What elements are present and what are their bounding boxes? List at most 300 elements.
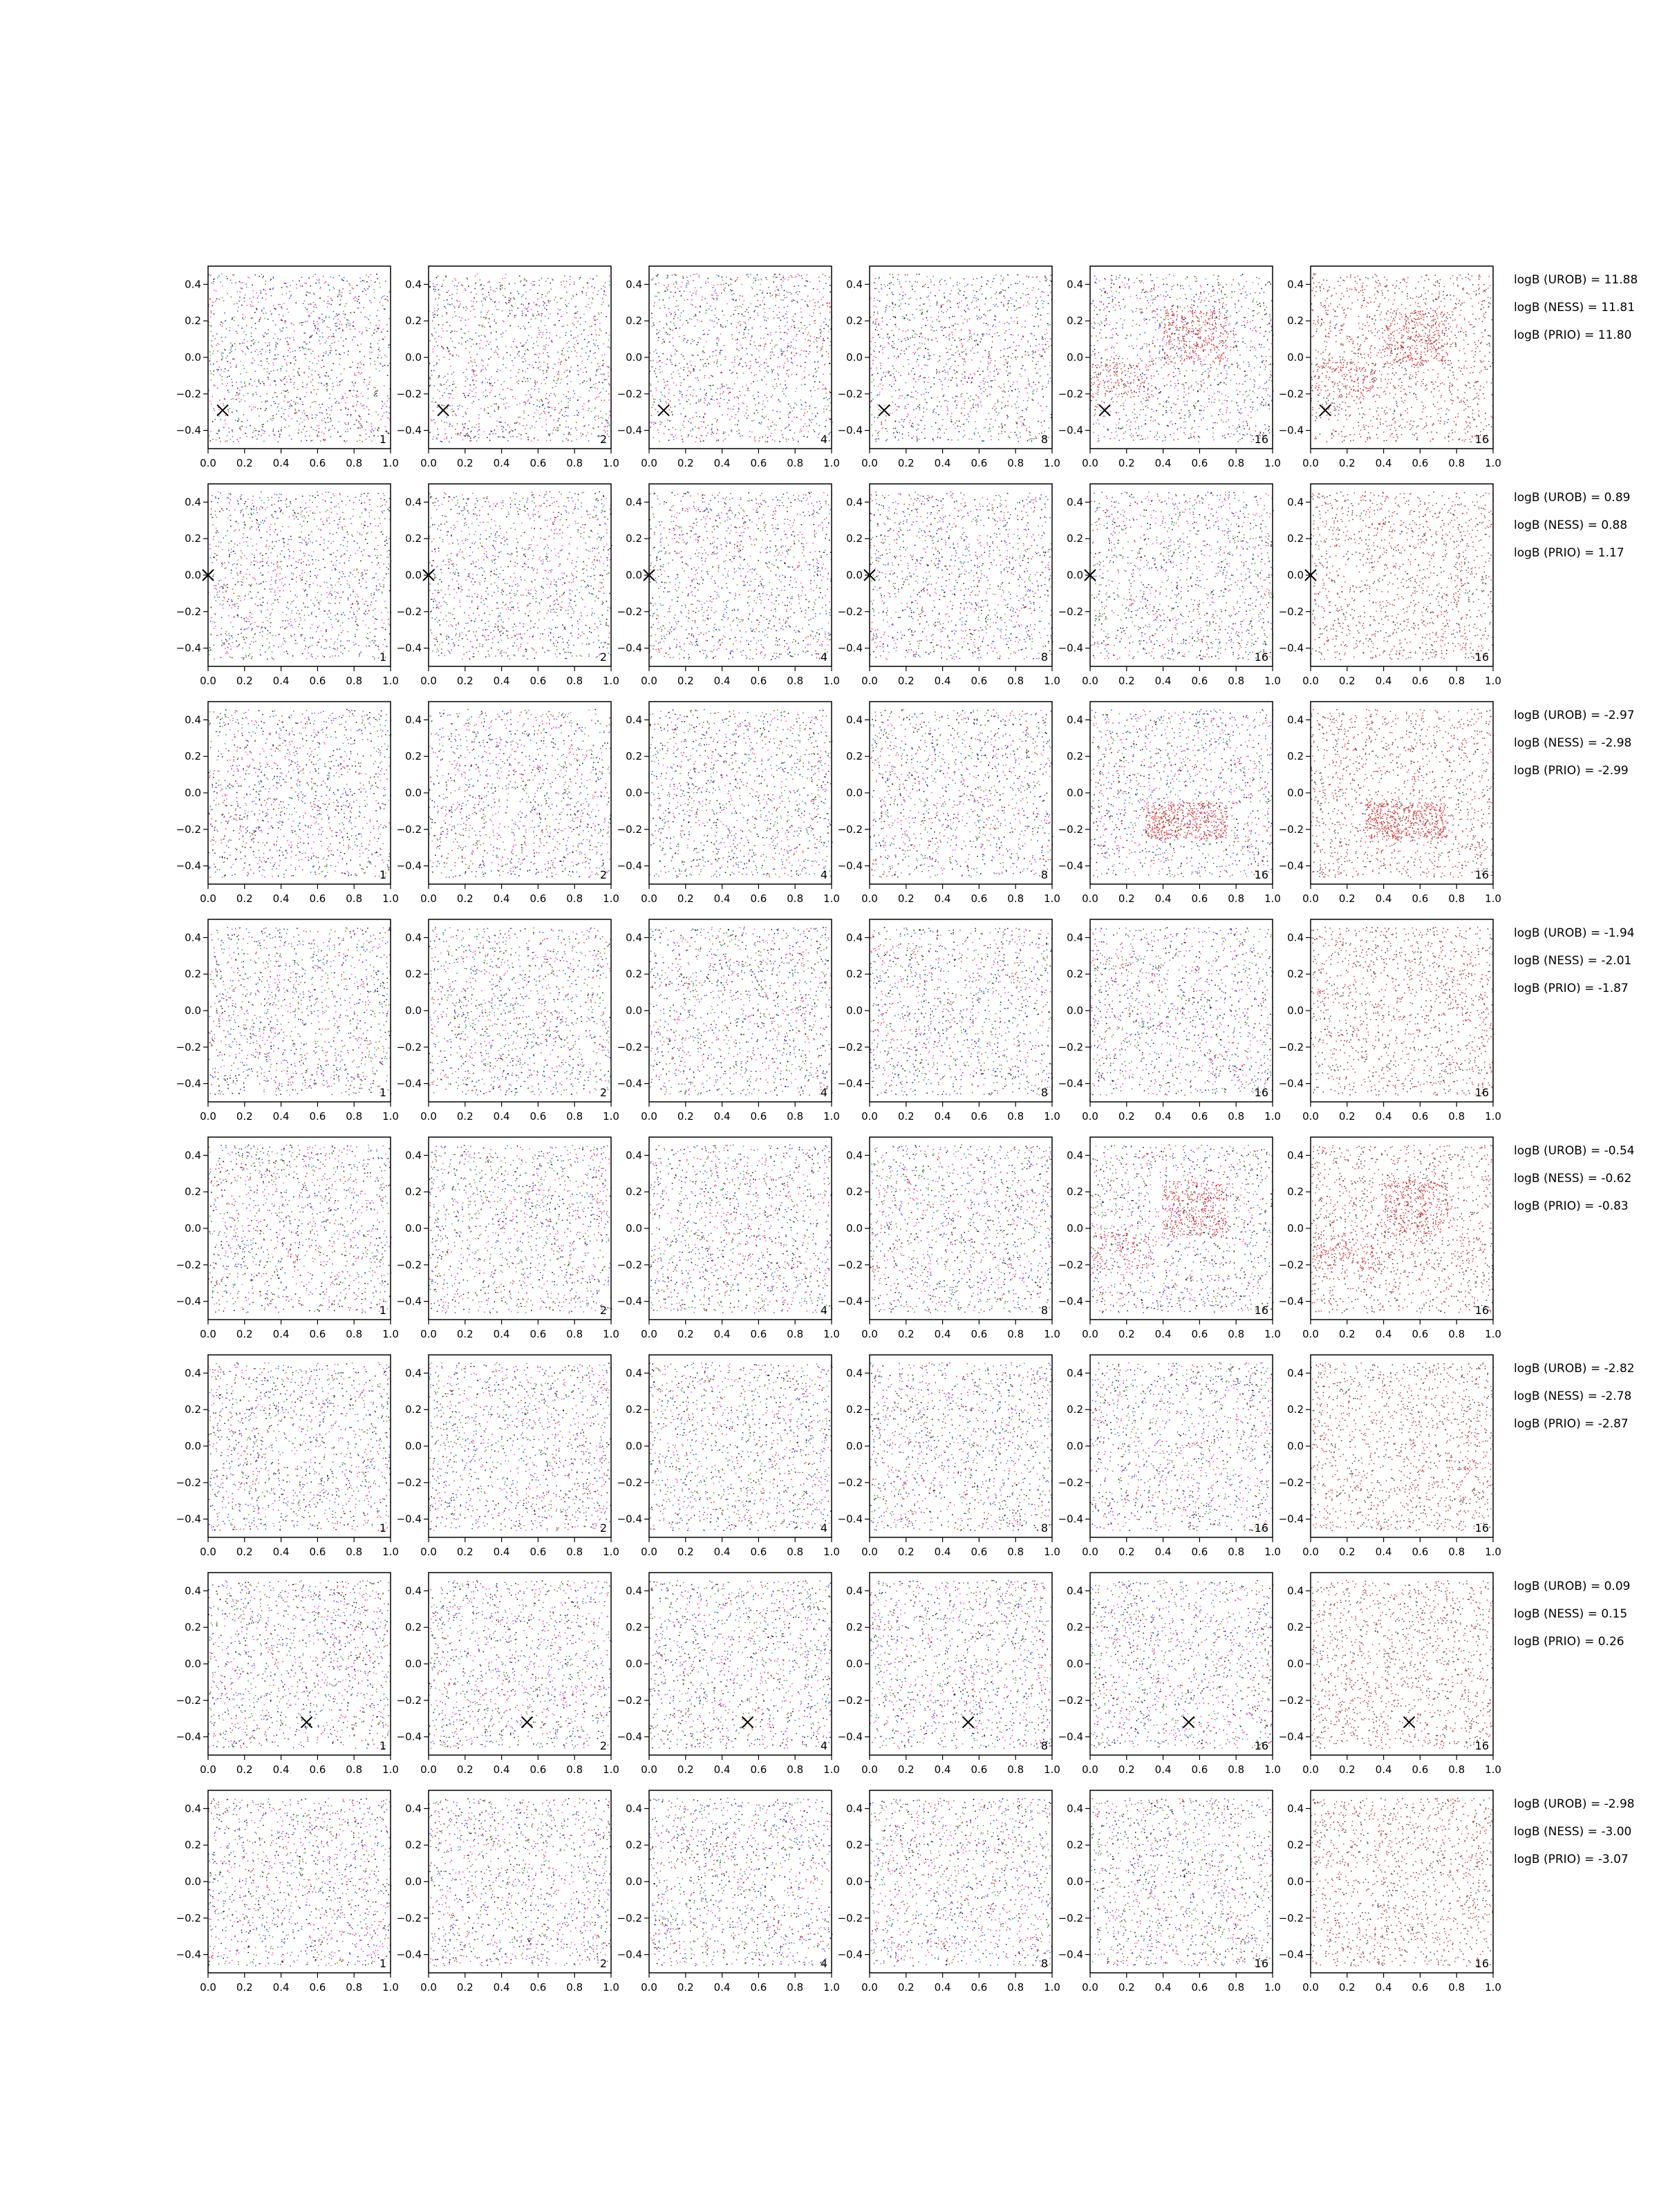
- data-point: [369, 352, 371, 353]
- data-point: [225, 420, 226, 421]
- data-point: [272, 288, 274, 290]
- data-point: [334, 288, 335, 290]
- data-point: [370, 430, 371, 431]
- data-point: [355, 328, 356, 330]
- data-point: [350, 415, 352, 417]
- x-tick-label: 0.4: [494, 457, 510, 469]
- data-point: [377, 278, 378, 279]
- data-point: [361, 344, 362, 345]
- data-point: [213, 281, 214, 282]
- data-point: [384, 337, 386, 338]
- data-point: [312, 370, 313, 371]
- data-point: [344, 277, 345, 279]
- data-point: [225, 357, 227, 359]
- data-point: [229, 350, 231, 351]
- data-point: [251, 362, 252, 364]
- data-point: [336, 313, 337, 315]
- data-point: [368, 413, 370, 415]
- data-point: [317, 435, 318, 436]
- data-point: [384, 309, 386, 310]
- data-point: [288, 343, 289, 344]
- data-point: [335, 330, 337, 331]
- data-point: [387, 375, 388, 376]
- data-point: [387, 299, 388, 301]
- data-point: [326, 386, 328, 388]
- data-point: [364, 379, 366, 380]
- data-point: [227, 409, 229, 411]
- data-point: [264, 431, 265, 432]
- x-tick-label: 0.0: [200, 457, 216, 469]
- data-point: [243, 331, 245, 332]
- data-point: [366, 433, 367, 435]
- data-point: [277, 344, 279, 345]
- data-point: [339, 436, 341, 438]
- data-point: [377, 343, 379, 344]
- data-point: [346, 319, 348, 321]
- data-point: [333, 287, 335, 288]
- data-point: [237, 395, 238, 396]
- data-point: [346, 440, 348, 442]
- data-point: [238, 325, 239, 326]
- data-point: [260, 317, 261, 319]
- data-point: [345, 431, 346, 433]
- data-point: [224, 312, 225, 314]
- data-point: [254, 360, 255, 362]
- data-point: [308, 419, 309, 420]
- data-point: [232, 359, 234, 360]
- data-point: [330, 421, 331, 422]
- data-point: [269, 342, 270, 344]
- data-point: [301, 322, 303, 324]
- data-point: [331, 350, 332, 351]
- data-point: [338, 314, 339, 315]
- data-point: [276, 358, 277, 359]
- data-point: [373, 332, 375, 334]
- data-point: [343, 311, 344, 312]
- data-point: [214, 410, 215, 411]
- data-point: [236, 365, 237, 366]
- data-point: [346, 397, 348, 399]
- data-point: [245, 354, 246, 355]
- data-point: [261, 361, 262, 362]
- data-point: [310, 361, 311, 362]
- data-point: [254, 312, 256, 313]
- data-point: [358, 299, 359, 301]
- data-point: [306, 384, 308, 386]
- data-point: [330, 352, 331, 353]
- data-point: [222, 323, 223, 324]
- data-point: [366, 327, 367, 328]
- data-point: [287, 308, 288, 310]
- data-point: [343, 313, 344, 315]
- data-point: [327, 418, 328, 419]
- data-point: [356, 298, 357, 299]
- data-point: [296, 412, 297, 413]
- data-point: [230, 280, 232, 281]
- data-point: [366, 385, 368, 386]
- data-point: [354, 312, 355, 313]
- data-point: [354, 375, 355, 376]
- data-point: [265, 281, 267, 282]
- data-point: [271, 314, 272, 315]
- data-point: [317, 436, 318, 438]
- data-point: [250, 425, 251, 427]
- data-point: [333, 311, 335, 312]
- data-point: [342, 331, 344, 332]
- data-point: [339, 324, 340, 326]
- data-point: [335, 402, 337, 404]
- data-point: [272, 415, 274, 417]
- data-point: [269, 435, 270, 437]
- data-point: [227, 390, 229, 391]
- data-point: [375, 329, 376, 330]
- data-point: [236, 332, 238, 334]
- data-point: [346, 424, 347, 425]
- x-tick-label: 0.6: [750, 457, 767, 469]
- data-point: [321, 420, 323, 422]
- data-point: [310, 285, 312, 287]
- data-point: [261, 365, 262, 366]
- data-point: [285, 283, 287, 284]
- data-point: [313, 429, 315, 431]
- data-point: [386, 411, 388, 413]
- data-point: [348, 325, 350, 326]
- data-point: [274, 393, 276, 394]
- data-point: [259, 431, 260, 432]
- data-point: [319, 280, 320, 281]
- data-point: [344, 353, 345, 354]
- data-point: [316, 307, 317, 308]
- data-point: [236, 411, 238, 412]
- data-point: [243, 368, 245, 369]
- data-point: [289, 401, 290, 402]
- data-point: [287, 337, 288, 339]
- data-point: [350, 390, 351, 391]
- data-point: [371, 440, 373, 442]
- data-point: [254, 351, 256, 353]
- data-point: [289, 348, 290, 349]
- data-point: [262, 277, 263, 279]
- data-point: [274, 380, 275, 382]
- data-point: [254, 342, 256, 344]
- data-point: [339, 384, 341, 386]
- data-point: [228, 411, 229, 413]
- y-tick-label: 0.2: [405, 315, 422, 327]
- data-point: [265, 401, 266, 402]
- data-point: [219, 409, 221, 411]
- data-point: [236, 392, 238, 393]
- data-point: [382, 305, 384, 306]
- data-point: [285, 409, 286, 411]
- y-tick-label: −0.2: [176, 388, 201, 400]
- data-point: [338, 341, 339, 342]
- data-point: [355, 375, 357, 376]
- data-point: [340, 354, 341, 355]
- data-point: [348, 409, 349, 410]
- data-point: [258, 434, 259, 435]
- data-point: [304, 301, 306, 302]
- data-point: [285, 376, 286, 377]
- data-point: [340, 409, 341, 411]
- data-point: [343, 280, 344, 281]
- data-point: [235, 349, 236, 350]
- data-point: [324, 283, 325, 284]
- data-point: [313, 311, 315, 312]
- data-point: [241, 288, 243, 290]
- data-point: [332, 300, 333, 301]
- data-point: [342, 396, 344, 397]
- data-point: [326, 372, 328, 373]
- data-point: [223, 353, 224, 354]
- data-point: [252, 393, 254, 395]
- data-point: [211, 345, 212, 346]
- data-point: [238, 420, 239, 422]
- data-point: [261, 310, 263, 312]
- data-point: [225, 415, 227, 416]
- data-point: [284, 359, 285, 360]
- data-point: [273, 288, 274, 289]
- data-point: [344, 422, 346, 424]
- data-point: [341, 279, 343, 280]
- data-point: [292, 281, 294, 282]
- data-point: [360, 419, 362, 420]
- data-point: [359, 362, 361, 363]
- data-point: [321, 404, 323, 405]
- data-point: [263, 308, 265, 309]
- data-point: [346, 338, 347, 339]
- data-point: [283, 356, 284, 357]
- data-point: [301, 325, 303, 326]
- data-point: [365, 429, 366, 431]
- data-point: [262, 349, 263, 350]
- data-point: [325, 427, 326, 429]
- data-point: [384, 365, 386, 366]
- data-point: [349, 293, 350, 294]
- data-point: [332, 386, 334, 388]
- data-point: [348, 350, 349, 352]
- data-point: [276, 396, 278, 397]
- data-point: [274, 333, 276, 335]
- data-point: [326, 375, 327, 377]
- data-point: [379, 325, 380, 326]
- data-point: [252, 306, 254, 307]
- data-point: [301, 422, 303, 423]
- data-point: [276, 342, 277, 344]
- data-point: [217, 433, 218, 435]
- data-point: [375, 391, 377, 392]
- data-point: [223, 427, 225, 429]
- data-point: [340, 321, 341, 322]
- data-point: [371, 424, 373, 425]
- data-point: [270, 289, 271, 290]
- data-point: [281, 320, 283, 321]
- data-point: [270, 384, 271, 386]
- data-point: [251, 336, 252, 337]
- data-point: [303, 373, 305, 374]
- data-point: [335, 316, 336, 317]
- data-point: [328, 317, 330, 318]
- data-point: [378, 355, 379, 356]
- data-point: [303, 321, 305, 323]
- data-point: [234, 343, 236, 344]
- data-point: [304, 341, 306, 343]
- data-point: [376, 315, 377, 317]
- data-point: [317, 321, 318, 322]
- data-point: [282, 294, 283, 295]
- data-point: [386, 431, 388, 433]
- data-point: [339, 358, 341, 359]
- data-point: [388, 365, 389, 366]
- data-point: [362, 280, 364, 281]
- data-point: [216, 345, 217, 346]
- data-point: [325, 281, 326, 283]
- data-point: [321, 412, 322, 413]
- data-point: [308, 292, 310, 294]
- data-point: [333, 333, 335, 335]
- data-point: [357, 428, 359, 429]
- data-point: [316, 430, 317, 431]
- data-point: [326, 303, 328, 304]
- data-point: [269, 373, 270, 375]
- data-point: [252, 358, 254, 359]
- data-point: [307, 321, 308, 322]
- data-point: [384, 412, 385, 413]
- data-point: [251, 332, 252, 334]
- data-point: [305, 332, 306, 334]
- data-point: [254, 431, 255, 432]
- data-point: [347, 429, 348, 430]
- data-point: [221, 379, 223, 381]
- data-point: [319, 412, 321, 413]
- data-point: [377, 391, 378, 392]
- data-point: [316, 393, 317, 395]
- data-point: [294, 409, 296, 410]
- data-point: [314, 294, 315, 295]
- data-point: [270, 280, 271, 281]
- data-point: [270, 419, 272, 420]
- data-point: [281, 330, 282, 332]
- data-point: [290, 352, 291, 353]
- data-point: [324, 440, 326, 442]
- data-point: [261, 274, 263, 275]
- data-point: [227, 355, 228, 357]
- data-point: [256, 292, 257, 294]
- data-point: [322, 359, 324, 361]
- data-point: [279, 437, 281, 438]
- data-point: [209, 299, 211, 301]
- data-point: [370, 315, 371, 317]
- data-point: [374, 282, 375, 283]
- data-point: [359, 440, 361, 441]
- data-point: [268, 379, 270, 380]
- data-point: [274, 435, 276, 436]
- data-point: [303, 303, 304, 304]
- data-point: [324, 320, 325, 321]
- data-point: [275, 308, 276, 310]
- data-point: [273, 305, 274, 306]
- data-point: [377, 427, 379, 429]
- data-point: [216, 333, 218, 335]
- data-point: [241, 421, 243, 422]
- data-point: [325, 422, 326, 423]
- data-point: [212, 301, 214, 303]
- data-point: [339, 275, 340, 276]
- data-point: [369, 300, 371, 301]
- data-point: [247, 341, 248, 342]
- y-tick-label: −0.2: [397, 388, 422, 400]
- data-point: [373, 435, 375, 437]
- x-tick-label: 0.0: [420, 457, 437, 469]
- data-point: [302, 413, 303, 414]
- data-point: [241, 386, 243, 388]
- data-point: [321, 382, 322, 384]
- data-point: [247, 305, 248, 306]
- data-point: [285, 337, 286, 339]
- data-point: [227, 361, 229, 362]
- data-point: [375, 364, 376, 366]
- data-point: [289, 291, 290, 292]
- data-point: [359, 351, 361, 353]
- data-point: [377, 431, 379, 432]
- data-point: [311, 427, 312, 429]
- data-point: [246, 436, 247, 438]
- data-point: [328, 430, 330, 431]
- data-point: [219, 438, 221, 439]
- data-point: [310, 391, 312, 393]
- data-point: [328, 407, 330, 409]
- data-point: [388, 318, 390, 319]
- data-point: [331, 370, 332, 371]
- data-point: [281, 393, 283, 394]
- data-point: [319, 298, 321, 299]
- data-point: [377, 310, 379, 311]
- data-point: [341, 436, 342, 438]
- data-point: [361, 364, 362, 365]
- data-point: [388, 344, 390, 346]
- data-point: [330, 304, 332, 306]
- data-point: [330, 410, 332, 411]
- data-point: [288, 375, 290, 377]
- data-point: [270, 350, 271, 351]
- data-point: [339, 328, 340, 329]
- data-point: [240, 427, 241, 428]
- data-point: [245, 283, 247, 285]
- data-point: [278, 354, 279, 355]
- data-point: [234, 320, 235, 321]
- data-point: [301, 322, 302, 324]
- data-point: [304, 283, 306, 284]
- data-point: [250, 298, 251, 299]
- data-point: [388, 398, 390, 400]
- data-point: [265, 299, 267, 300]
- data-point: [332, 389, 333, 391]
- data-point: [339, 354, 340, 355]
- data-point: [221, 274, 223, 275]
- data-point: [359, 428, 361, 429]
- data-point: [268, 377, 269, 378]
- data-point: [308, 349, 310, 350]
- data-point: [238, 418, 239, 419]
- data-point: [260, 408, 261, 409]
- data-point: [311, 335, 312, 337]
- data-point: [332, 343, 333, 344]
- data-point: [265, 402, 267, 403]
- data-point: [212, 346, 213, 348]
- data-point: [273, 337, 274, 339]
- data-point: [294, 350, 296, 352]
- data-point: [243, 342, 245, 344]
- data-point: [287, 390, 288, 391]
